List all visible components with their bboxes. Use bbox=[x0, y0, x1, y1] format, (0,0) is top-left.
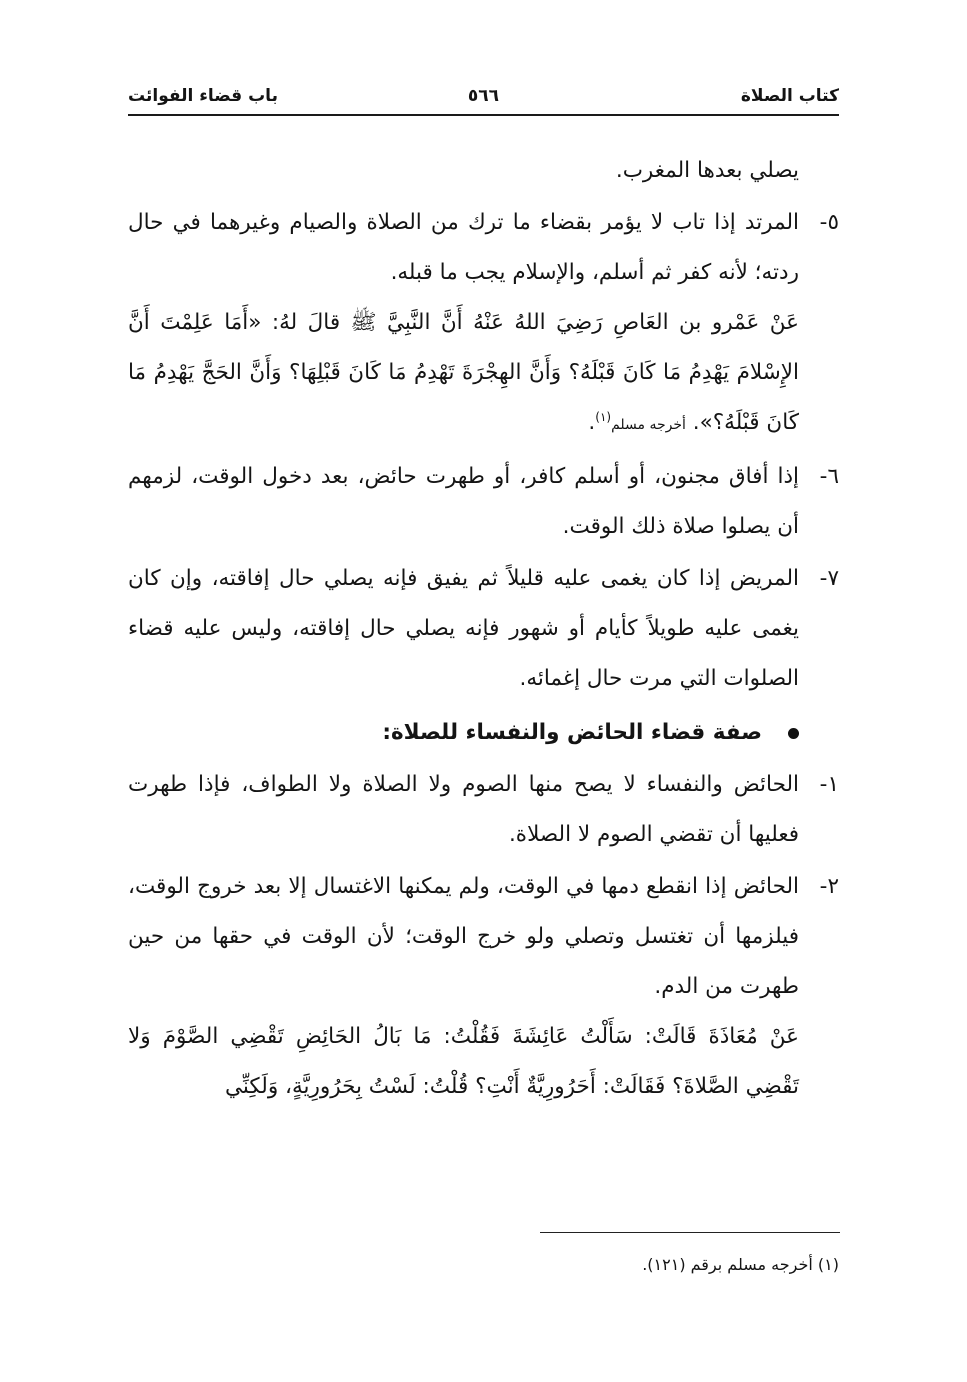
section-heading-text: صفة قضاء الحائض والنفساء للصلاة: bbox=[382, 720, 762, 745]
item-text: إذا أفاق مجنون، أو أسلم كافر، أو طهرت حائض، بعد دخول الوقت، لزمهم أن يصلوا صلاة ذلك الوقت. bbox=[128, 464, 799, 539]
body-text bbox=[128, 146, 839, 1112]
item-text: الحائض إذا انقطع دمها في الوقت، ولم يمكنها الاغتسال إلا بعد خروج الوقت، فيلزمها أن تغتسل وتصلي ولو خرج الوقت؛ لأن الوقت في حقها من حين طهرت من الدم. bbox=[128, 874, 799, 999]
item-text: الحائض والنفساء لا يصح منها الصوم ولا الصلاة ولا الطواف، فإذا طهرت فعليها أن تقضي الصوم لا الصلاة. bbox=[128, 772, 799, 847]
item-number: ٥- bbox=[819, 210, 839, 235]
footnote-text: أخرجه مسلم برقم (١٢١). bbox=[642, 1255, 813, 1274]
item-text: المرتد إذا تاب لا يؤمر بقضاء ما ترك من الصلاة والصيام وغيرهما في حال ردته؛ لأنه كفر ثم أسلم، والإسلام يجب ما قبله. bbox=[128, 210, 799, 285]
item-number: ٦- bbox=[819, 464, 839, 489]
item-text: المريض إذا كان يغمى عليه قليلاً ثم يفيق فإنه يصلي حال إفاقته، وإن كان يغمى عليه طويلاً كأيام أو شهور فإنه يصلي حال إفاقته، وليس عليه قضاء الصلوات التي مرت حال إغمائه. bbox=[128, 566, 799, 691]
hadith-text: عَنْ مُعَاذَةَ قَالَتْ: سَأَلْتُ عَائِشَةَ فَقُلْتُ: مَا بَالُ الحَائِضِ تَقْضِي الصَّوْمَ وَلا تَقْضِي الصَّلاةَ؟ فَقَالَتْ: أَحَرُورِيَّةٌ أَنْتِ؟ قُلْتُ: لَسْتُ بِحَرُورِيَّةٍ، وَلَكِنِّي bbox=[128, 1024, 799, 1099]
section-item-1 bbox=[128, 760, 839, 860]
opening-line: يصلي بعدها المغرب. bbox=[615, 158, 799, 183]
page-number: ٥٦٦ bbox=[467, 86, 500, 106]
hadith-text: عَنْ عَمْرو بن العَاصِ رَضِيَ اللهُ عَنْهُ أَنَّ النَّبِيَّ ﷺ قالَ لهُ: «أَمَا عَلِمْتَ أَنَّ الإِسْلامَ يَهْدِمُ مَا كَانَ قَبْلَهُ؟ وَأَنَّ الهِجْرَةَ تَهْدِمُ مَا كَانَ قَبْلِهَا؟ وَأَنَّ الحَجَّ يَهْدِمُ مَا كَانَ قَبْلَهُ؟». bbox=[128, 310, 799, 435]
book-title: كتاب الصلاة bbox=[740, 86, 839, 106]
footnote-number: (١) bbox=[817, 1255, 839, 1274]
footnote bbox=[642, 1252, 839, 1278]
hadith-citation: أخرجه مسلم bbox=[611, 417, 686, 433]
running-header bbox=[128, 84, 839, 116]
section-heading bbox=[128, 708, 839, 758]
section-item-2 bbox=[128, 862, 839, 1012]
hadith-amr-ibn-al-as bbox=[128, 298, 839, 450]
hadith-end-mark: . bbox=[588, 410, 596, 435]
item-number: ٢- bbox=[819, 874, 839, 899]
footnote-divider bbox=[540, 1232, 840, 1233]
bullet-icon bbox=[788, 728, 799, 739]
list-item-5 bbox=[128, 198, 839, 298]
chapter-title: باب قضاء الفوائت bbox=[128, 86, 278, 106]
footnote-reference[interactable]: (١) bbox=[595, 409, 612, 424]
hadith-muadha bbox=[128, 1012, 839, 1112]
item-number: ١- bbox=[819, 772, 839, 797]
item-number: ٧- bbox=[819, 566, 839, 591]
list-item-6 bbox=[128, 452, 839, 552]
list-item-7 bbox=[128, 554, 839, 704]
